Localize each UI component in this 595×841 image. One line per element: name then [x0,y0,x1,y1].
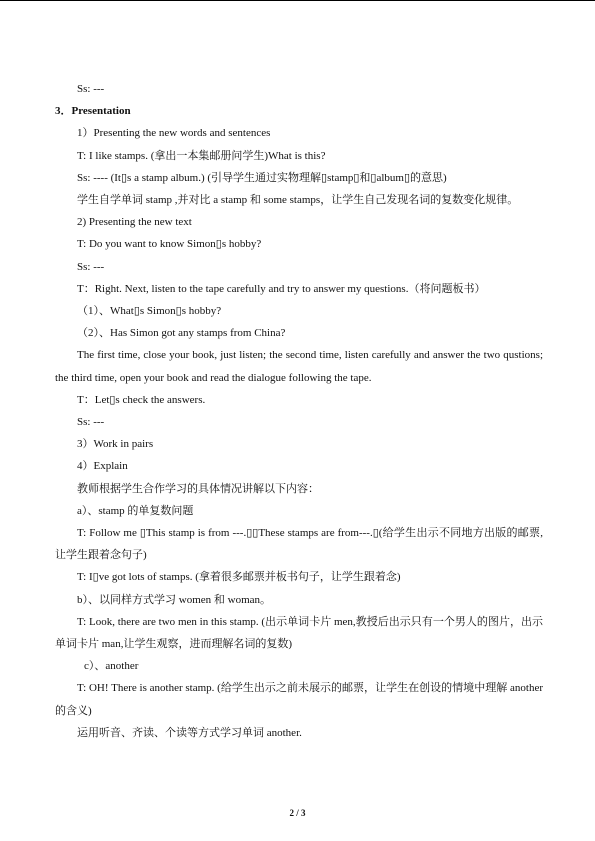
paragraph-line: 教师根据学生合作学习的具体情况讲解以下内容： [77,482,319,495]
paragraph-line: 4）Explain [77,460,128,473]
paragraph-line: T: Follow me ▯This stamp is from ---.▯▯These stamps are from---.▯(给学生出示不同地方出版的邮票,让学生跟着念句子) [55,527,543,562]
paragraph-line: T：Let▯s check the answers. [77,393,206,406]
paragraph-line: T: I like stamps. (拿出一本集邮册问学生)What is this? [77,149,326,162]
paragraph-line: （1）、What▯s Simon▯s hobby? [77,305,222,318]
paragraph-line: b）、以同样方式学习 women 和 woman。 [77,593,272,606]
paragraph-line: T: I▯ve got lots of stamps. (拿着很多邮票并板书句子，让学生跟着念) [77,571,401,584]
top-border-line [0,0,595,1]
paragraph-line: 运用听音、齐读、个读等方式学习单词 another. [77,726,302,739]
paragraph-line: Ss: --- [77,416,105,429]
page-number: 2 / 3 [289,808,306,818]
paragraph-line: The first time, close your book, just listen; the second time, listen carefully and answer the two qustions; the third time, open your book and read the dialogue following the tape. [55,349,543,384]
paragraph-line: T: OH! There is another stamp. (给学生出示之前未展示的邮票，让学生在创设的情境中理解 another 的含义) [55,682,543,717]
paragraph-line: a）、stamp 的单复数问题 [77,504,194,517]
paragraph-line: c）、another [84,660,139,673]
paragraph-line: （2）、Has Simon got any stamps from China? [77,327,286,340]
paragraph-line: T: Do you want to know Simon▯s hobby? [77,238,262,251]
document-body [55,78,543,744]
paragraph-line: 学生自学单词 stamp ,并对比 a stamp 和 some stamps，让学生自己发现名词的复数变化规律。 [77,194,519,207]
paragraph-line: T: Look, there are two men in this stamp. (出示单词卡片 men,教授后出示只有一个男人的图片，出示单词卡片 man,让学生观察，进而理解名词的复数) [55,615,543,651]
paragraph-line: 3．Presentation [55,105,131,118]
paragraph-line: 2) Presenting the new text [77,216,192,229]
paragraph-line: 1）Presenting the new words and sentences [77,127,271,140]
paragraph-line: T：Right. Next, listen to the tape carefully and try to answer my questions.（将问题板书） [77,282,486,295]
paragraph-line: 3）Work in pairs [77,438,154,451]
paragraph-line: Ss: ---- (It▯s a stamp album.) (引导学生通过实物理解▯stamp▯和▯album▯的意思) [77,171,447,184]
paragraph-line: Ss: --- [77,260,105,273]
paragraph-line: Ss: --- [77,83,105,95]
